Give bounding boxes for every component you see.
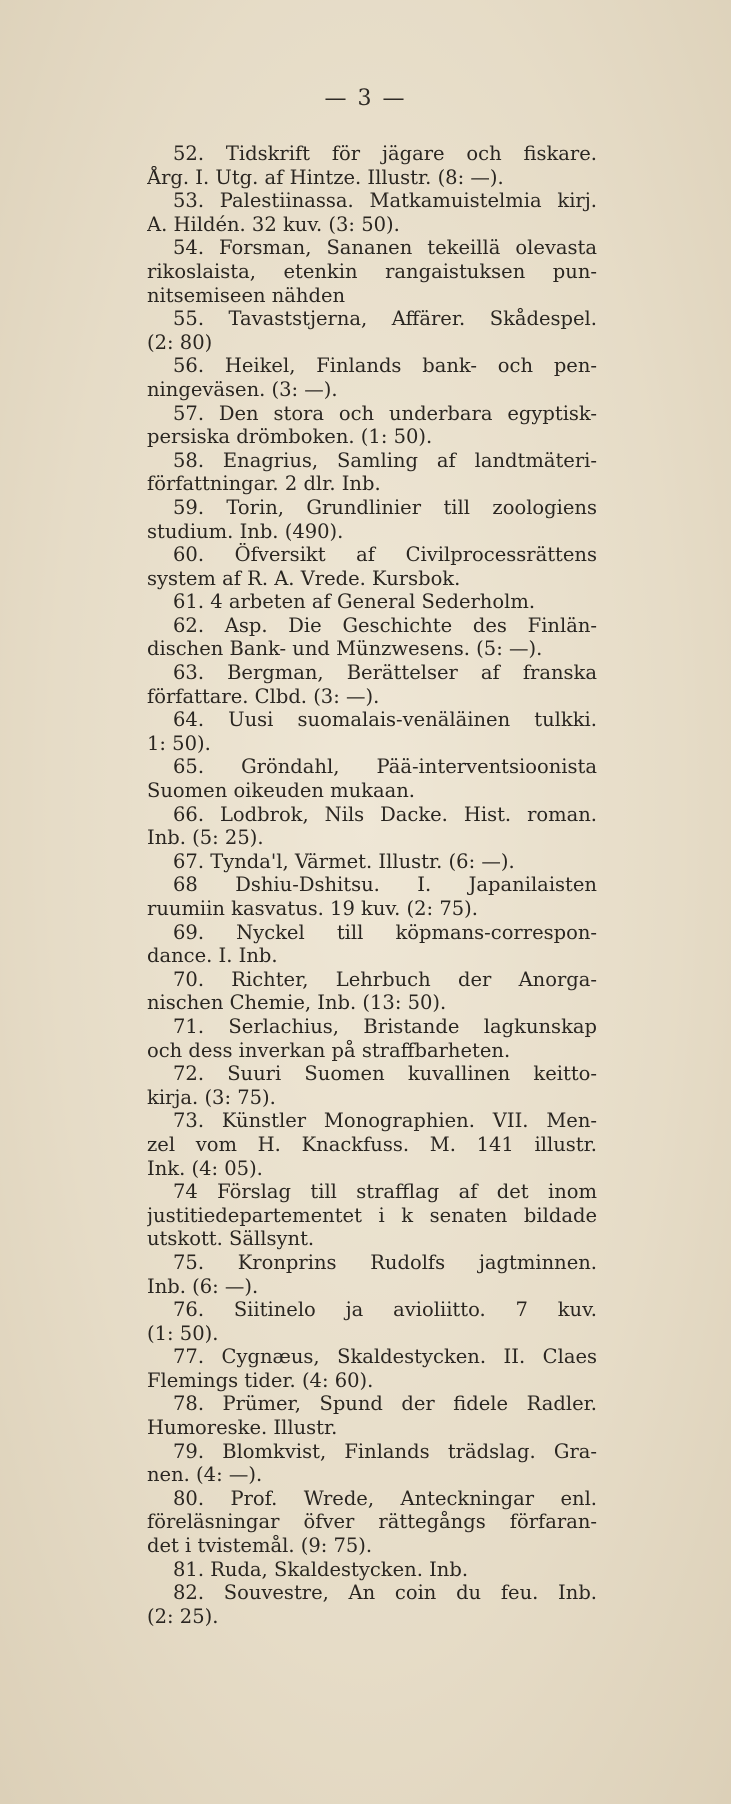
catalogue-entry-line: 67. Tynda'l, Värmet. Illustr. (6: —). bbox=[173, 849, 515, 873]
catalogue-entry-line: Flemings tider. (4: 60). bbox=[147, 1368, 374, 1392]
catalogue-entry-line: 62. Asp. Die Geschichte des Finlän- bbox=[173, 613, 597, 637]
catalogue-entry-line: 58. Enagrius, Samling af landtmäteri- bbox=[173, 448, 597, 472]
catalogue-entry-line: 66. Lodbrok, Nils Dacke. Hist. roman. bbox=[173, 802, 597, 826]
catalogue-entry-line: 65. Gröndahl, Pää-interventsioonista bbox=[173, 755, 597, 779]
catalogue-entry-line: 74 Förslag till strafflag af det inom bbox=[173, 1180, 597, 1204]
catalogue-entry-line: 79. Blomkvist, Finlands trädslag. Gra- bbox=[173, 1439, 597, 1463]
catalogue-entry-line: föreläsningar öfver rättegångs förfaran- bbox=[147, 1510, 597, 1534]
catalogue-entry-line: Årg. I. Utg. af Hintze. Illustr. (8: —). bbox=[147, 165, 504, 189]
catalogue-entry-line: justitiedepartementet i k senaten bildade bbox=[147, 1203, 597, 1227]
catalogue-entry-line: 60. Öfversikt af Civilprocessrättens bbox=[173, 543, 597, 567]
catalogue-entry-line: Inb. (5: 25). bbox=[147, 826, 264, 850]
catalogue-entry-line: 57. Den stora och underbara egyptisk- bbox=[173, 401, 597, 425]
catalogue-entry-line: författare. Clbd. (3: —). bbox=[147, 684, 380, 708]
catalogue-entry-line: författningar. 2 dlr. Inb. bbox=[147, 472, 381, 496]
catalogue-entry-line: 52. Tidskrift för jägare och fiskare. bbox=[173, 142, 597, 165]
catalogue-entry-line: 72. Suuri Suomen kuvallinen keitto- bbox=[173, 1062, 597, 1086]
catalogue-entry-line: 1: 50). bbox=[147, 731, 211, 755]
catalogue-entry-line: zel vom H. Knackfuss. M. 141 illustr. bbox=[147, 1132, 597, 1156]
catalogue-entry-line: 76. Siitinelo ja avioliitto. 7 kuv. bbox=[173, 1298, 597, 1322]
catalogue-entry-line: 68 Dshiu-Dshitsu. I. Japanilaisten bbox=[173, 873, 597, 897]
catalogue-entry-line: 63. Bergman, Berättelser af franska bbox=[173, 661, 597, 685]
catalogue-entry-line: det i tvistemål. (9: 75). bbox=[147, 1534, 373, 1558]
catalogue-entry-line: 73. Künstler Monographien. VII. Men- bbox=[173, 1109, 597, 1133]
catalogue-entry-line: 64. Uusi suomalais-venäläinen tulkki. bbox=[173, 708, 597, 732]
catalogue-entry-line: 69. Nyckel till köpmans-correspon- bbox=[173, 920, 597, 944]
catalogue-entry-line: 80. Prof. Wrede, Anteckningar enl. bbox=[173, 1486, 597, 1510]
catalogue-entry-line: 53. Palestiinassa. Matkamuistelmia kirj. bbox=[173, 189, 597, 213]
catalogue-entry-line: 71. Serlachius, Bristande lagkunskap bbox=[173, 1014, 597, 1038]
catalogue-entry-line: Humoreske. Illustr. bbox=[147, 1416, 338, 1440]
catalogue-entry-line: studium. Inb. (490). bbox=[147, 519, 344, 543]
catalogue-entry-line: 61. 4 arbeten af General Sederholm. bbox=[173, 590, 536, 614]
catalogue-entry-line: dance. I. Inb. bbox=[147, 944, 278, 968]
catalogue-entry-line: (1: 50). bbox=[147, 1321, 219, 1345]
catalogue-entry-line: 75. Kronprins Rudolfs jagtminnen. bbox=[173, 1250, 597, 1274]
catalogue-entry-line: (2: 25). bbox=[147, 1604, 219, 1628]
catalogue-entry-line: 81. Ruda, Skaldestycken. Inb. bbox=[173, 1557, 469, 1581]
catalogue-entry-line: kirja. (3: 75). bbox=[147, 1085, 276, 1109]
catalogue-entry-line: 56. Heikel, Finlands bank- och pen- bbox=[173, 354, 597, 378]
catalogue-entry-line: Ink. (4: 05). bbox=[147, 1156, 263, 1180]
catalogue-entry-line: ningeväsen. (3: —). bbox=[147, 377, 338, 401]
page-number: — 3 — bbox=[324, 86, 407, 111]
catalogue-entry-line: nitsemiseen nähden bbox=[147, 283, 346, 307]
catalogue-entry-line: A. Hildén. 32 kuv. (3: 50). bbox=[147, 212, 400, 236]
catalogue-entry-line: 54. Forsman, Sananen tekeillä olevasta bbox=[173, 236, 597, 260]
catalogue-entry-line: 55. Tavaststjerna, Affärer. Skådespel. bbox=[173, 307, 597, 331]
catalogue-entry-line: Suomen oikeuden mukaan. bbox=[147, 779, 415, 803]
catalogue-entry-line: Inb. (6: —). bbox=[147, 1274, 259, 1298]
catalogue-entry-line: rikoslaista, etenkin rangaistuksen pun- bbox=[147, 259, 597, 283]
catalogue-entry-line: system af R. A. Vrede. Kursbok. bbox=[147, 566, 461, 590]
catalogue-entry-line: 82. Souvestre, An coin du feu. Inb. bbox=[173, 1581, 597, 1605]
catalogue-entry-line: 59. Torin, Grundlinier till zoologiens bbox=[173, 495, 597, 519]
catalogue-entry-line: nen. (4: —). bbox=[147, 1463, 263, 1487]
catalogue-entries bbox=[147, 142, 597, 1628]
catalogue-entry-line: (2: 80) bbox=[147, 330, 213, 354]
catalogue-entry-line: ruumiin kasvatus. 19 kuv. (2: 75). bbox=[147, 897, 478, 920]
catalogue-entry-line: utskott. Sällsynt. bbox=[147, 1227, 315, 1251]
catalogue-entry-line: nischen Chemie, Inb. (13: 50). bbox=[147, 991, 447, 1015]
catalogue-entry-line: dischen Bank- und Münzwesens. (5: —). bbox=[147, 637, 543, 661]
catalogue-entry-line: 70. Richter, Lehrbuch der Anorga- bbox=[173, 967, 597, 991]
catalogue-entry-line: persiska drömboken. (1: 50). bbox=[147, 425, 433, 449]
catalogue-entry-line: 78. Prümer, Spund der fidele Radler. bbox=[173, 1392, 597, 1416]
catalogue-entry-line: och dess inverkan på straffbarheten. bbox=[147, 1038, 511, 1062]
catalogue-entry-line: 77. Cygnæus, Skaldestycken. II. Claes bbox=[173, 1345, 597, 1369]
